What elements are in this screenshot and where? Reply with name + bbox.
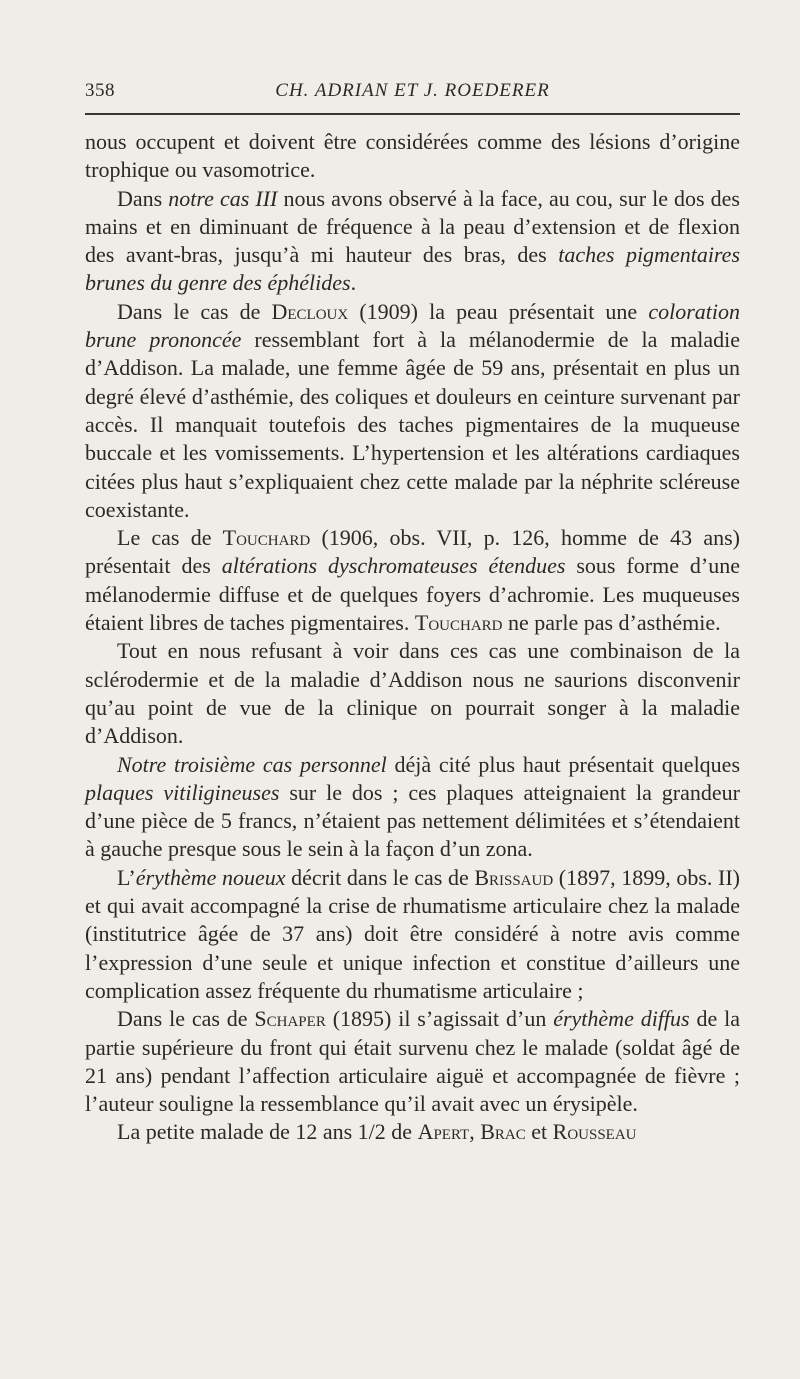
text-run: déjà cité plus haut présentait quelques	[386, 751, 741, 777]
emphasis-text: altérations dyschromateuses étendues	[221, 553, 566, 579]
author-name: Rousseau	[552, 1119, 637, 1145]
text-run: L’	[117, 864, 136, 890]
paragraph	[85, 128, 740, 185]
emphasis-text: taches pigmentaires brunes du genre des éphélides	[85, 242, 740, 296]
text-run: (1909) la peau présentait une	[348, 298, 649, 324]
text-run: nous occupent et doivent être considérées comme des lésions d’origine trophique ou vasomotrice.	[85, 129, 740, 183]
header-rule	[85, 113, 740, 115]
author-name: Touchard	[222, 525, 311, 551]
text-run: Le cas de	[117, 525, 223, 551]
text-run: (1895) il s’agissait d’un	[325, 1006, 554, 1032]
text-run: Tout en nous refusant à voir dans ces cas une combinaison de la sclérodermie et de la maladie d’Addison nous ne saurions disconvenir qu’au point de vue de la clinique on pourrait songer à la maladie d’Addison.	[85, 638, 740, 749]
body-text	[85, 128, 740, 1147]
text-run: Dans le cas de	[117, 1006, 255, 1032]
author-name: Brac	[480, 1119, 526, 1145]
text-run: La petite malade de 12 ans 1/2 de	[117, 1119, 418, 1145]
paragraph	[85, 751, 740, 864]
text-run: sur le dos ; ces plaques atteignaient la grandeur d’une pièce de 5 francs, n’étaient pas nettement délimitées et s’étendaient à gauche presque sous le sein à la façon d’un zona.	[85, 779, 740, 862]
emphasis-text: plaques vitiligineuses	[85, 779, 280, 805]
author-name: Decloux	[271, 298, 349, 324]
paragraph	[85, 864, 740, 1005]
text-run: sous forme d’une mélanodermie diffuse et de quelques foyers d’achromie. Les muqueuses étaient libres de taches pigmentaires.	[85, 553, 740, 636]
running-title: CH. ADRIAN ET J. ROEDERER	[275, 80, 550, 101]
text-run: nous avons observé à la face, au cou, sur le dos des mains et en diminuant de fréquence à la peau d’extension et de flexion des avant-bras, jusqu’à mi hauteur des bras, des	[85, 185, 740, 268]
text-run: (1897, 1899, obs. II) et qui avait accompagné la crise de rhumatisme articulaire chez la malade (institutrice âgée de 37 ans) doit être considéré à notre avis comme l’expression d’une seule et unique infection et constitue d’ailleurs une complication assez fréquente du rhumatisme articulaire ;	[85, 864, 740, 1003]
emphasis-text: Notre troisième cas personnel	[117, 751, 387, 777]
page-number: 358	[85, 80, 115, 101]
text-run: de la partie supérieure du front qui était survenu chez le malade (soldat âgé de 21 ans) pendant l’affection articulaire aiguë et accompagnée de fièvre ; l’auteur souligne la ressemblance qu’il avait avec un érysipèle.	[85, 1006, 740, 1117]
text-run: ressemblant fort à la mélanodermie de la maladie d’Addison. La malade, une femme âgée de 59 ans, présentait en plus un degré élevé d’asthémie, des coliques et douleurs en ceinture survenant par accès. Il manquait toutefois des taches pigmentaires de la muqueuse buccale et les vomissements. L’hypertension et les altérations cardiaques citées plus haut s’expliquaient chez cette malade par la néphrite scléreuse coexistante.	[85, 327, 740, 522]
text-run: (1906, obs. VII, p. 126, homme de 43 ans) présentait des	[85, 525, 740, 579]
paragraph	[85, 637, 740, 750]
emphasis-text: notre cas III	[168, 185, 278, 211]
paragraph	[85, 1118, 740, 1146]
paragraph	[85, 524, 740, 637]
text-run: ,	[469, 1119, 481, 1145]
text-run: et	[525, 1119, 553, 1145]
text-run: Dans le cas de	[117, 298, 272, 324]
author-name: Touchard	[414, 610, 503, 636]
emphasis-text: érythème diffus	[553, 1006, 690, 1032]
author-name: Schaper	[254, 1006, 326, 1032]
text-run: .	[350, 270, 357, 296]
paragraph	[85, 1005, 740, 1118]
page-header	[85, 80, 740, 110]
emphasis-text: érythème noueux	[135, 864, 286, 890]
text-run: décrit dans le cas de	[285, 864, 475, 890]
emphasis-text: coloration brune prononcée	[85, 298, 741, 353]
author-name: Apert	[417, 1119, 470, 1145]
paragraph	[85, 185, 740, 298]
paragraph	[85, 298, 740, 524]
author-name: Brissaud	[474, 864, 554, 890]
text-run: ne parle pas d’asthémie.	[502, 610, 721, 636]
text-run: Dans	[117, 185, 169, 211]
